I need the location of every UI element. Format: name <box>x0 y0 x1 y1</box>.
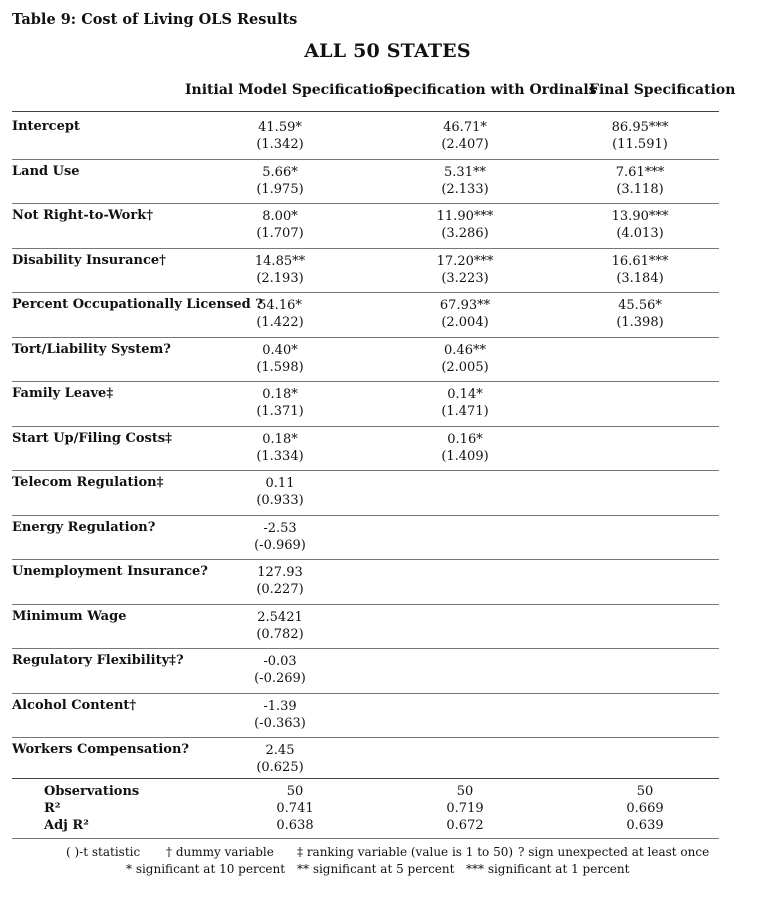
row-label: Intercept <box>12 119 80 134</box>
coefficient: 0.46** <box>444 342 486 358</box>
coefficient: 2.45 <box>265 743 295 758</box>
coefficient: 14.85** <box>254 253 306 269</box>
row-label: Regulatory Flexibility‡? <box>12 653 184 668</box>
stat-value: 0.669 <box>626 801 664 816</box>
footnote-unexpected: ? sign unexpected at least once <box>518 845 710 859</box>
row-label: Telecom Regulation‡ <box>12 475 164 490</box>
coefficient: 86.95*** <box>611 120 669 135</box>
table-caption: Table 9: Cost of Living OLS Results <box>12 11 298 28</box>
table-subtitle: ALL 50 STATES <box>304 40 471 62</box>
t-statistic: (-0.269) <box>254 671 306 686</box>
row-label: Unemployment Insurance? <box>12 564 208 579</box>
t-statistic: (1.598) <box>256 359 304 375</box>
table-cell <box>220 475 340 509</box>
t-statistic: (1.471) <box>441 404 489 419</box>
coefficient: 67.93** <box>439 298 491 313</box>
row-label: Tort/Liability System? <box>12 341 171 357</box>
row-divider <box>12 470 719 471</box>
table-cell <box>405 386 525 420</box>
t-statistic: (1.422) <box>256 315 304 330</box>
coefficient: -1.39 <box>263 698 297 714</box>
table-cell <box>220 742 340 776</box>
stats-column-initial <box>235 783 355 834</box>
row-divider <box>12 426 719 427</box>
coefficient: -2.53 <box>263 520 297 536</box>
t-statistic: (3.286) <box>441 226 489 241</box>
stat-value: 0.638 <box>276 818 314 833</box>
t-statistic: (-0.363) <box>254 715 306 731</box>
table-cell <box>220 609 340 643</box>
coefficient: 127.93 <box>257 565 303 580</box>
row-divider <box>12 381 719 382</box>
coefficient: 0.11 <box>265 476 295 491</box>
footnote-sig10: * significant at 10 percent <box>126 862 286 876</box>
t-statistic: (2.005) <box>441 359 489 375</box>
table-cell <box>220 253 340 287</box>
table-cell <box>405 164 525 198</box>
table-cell <box>405 431 525 465</box>
coefficient: 5.31** <box>444 164 486 180</box>
coefficient: 11.90*** <box>436 209 494 224</box>
t-statistic: (3.118) <box>616 181 664 197</box>
t-statistic: (1.371) <box>256 404 304 419</box>
t-statistic: (0.933) <box>256 493 304 508</box>
stat-value: 0.741 <box>276 801 314 816</box>
coefficient: 7.61*** <box>615 164 665 180</box>
coefficient: 17.20*** <box>436 253 494 269</box>
row-divider <box>12 248 719 249</box>
coefficient: 0.14* <box>447 387 483 402</box>
footnote-ranking: ‡ ranking variable (value is 1 to 50) <box>297 845 514 859</box>
row-divider <box>12 337 719 338</box>
row-divider <box>12 515 719 516</box>
t-statistic: (4.013) <box>616 226 664 241</box>
stat-value: 0.639 <box>626 818 664 833</box>
coefficient: 46.71* <box>443 120 487 135</box>
table-cell <box>405 342 525 376</box>
stats-column-final <box>585 783 705 834</box>
header-rule <box>12 111 719 112</box>
stats-rule <box>12 778 719 779</box>
t-statistic: (1.334) <box>256 448 304 464</box>
table-cell <box>405 297 525 331</box>
row-label: Alcohol Content† <box>12 697 137 713</box>
stat-value: 50 <box>636 784 654 799</box>
table-cell <box>405 119 525 153</box>
table-cell <box>220 342 340 376</box>
table-cell <box>220 520 340 554</box>
stats-labels <box>44 783 139 834</box>
row-label: Not Right-to-Work† <box>12 208 153 223</box>
table-cell <box>580 164 700 198</box>
footnote-tstat: ( )-t statistic <box>66 845 141 859</box>
column-header-initial: Initial Model Specification <box>185 82 394 98</box>
t-statistic: (3.223) <box>441 270 489 286</box>
row-divider <box>12 693 719 694</box>
t-statistic: (1.398) <box>616 315 664 330</box>
coefficient: -0.03 <box>263 654 297 669</box>
table-cell <box>580 208 700 242</box>
t-statistic: (1.975) <box>256 181 304 197</box>
row-divider <box>12 737 719 738</box>
table-cell <box>580 297 700 331</box>
t-statistic: (1.342) <box>256 137 304 152</box>
t-statistic: (0.625) <box>256 760 304 775</box>
t-statistic: (11.591) <box>612 137 668 152</box>
table-cell <box>220 119 340 153</box>
row-divider <box>12 648 719 649</box>
coefficient: 0.18* <box>262 387 298 402</box>
stat-label-observations: Observations <box>44 784 140 799</box>
column-header-final: Final Specification <box>589 82 736 98</box>
row-label: Start Up/Filing Costs‡ <box>12 430 172 446</box>
coefficient: 45.56* <box>618 298 662 313</box>
t-statistic: (1.409) <box>441 448 489 464</box>
stat-value: 0.672 <box>446 818 484 833</box>
t-statistic: (2.004) <box>441 315 489 330</box>
table-cell <box>405 253 525 287</box>
column-header-ordinals: Specification with Ordinals <box>384 82 597 98</box>
coefficient: 5.66* <box>262 164 298 180</box>
coefficient: 0.16* <box>447 431 483 447</box>
row-divider <box>12 604 719 605</box>
row-label: Land Use <box>12 163 80 179</box>
table-cell <box>220 653 340 687</box>
t-statistic: (1.707) <box>256 226 304 241</box>
row-label: Percent Occupationally Licensed ? <box>12 297 263 312</box>
row-label: Disability Insurance† <box>12 252 166 268</box>
table-cell <box>220 564 340 598</box>
table-cell <box>220 208 340 242</box>
row-label: Workers Compensation? <box>12 742 190 757</box>
stat-value: 50 <box>456 784 474 799</box>
coefficient: 2.5421 <box>257 609 303 625</box>
coefficient: 0.40* <box>262 342 298 358</box>
t-statistic: (0.782) <box>256 626 304 642</box>
row-label: Energy Regulation? <box>12 519 156 535</box>
table-cell <box>220 297 340 331</box>
footnote-dummy: † dummy variable <box>166 845 274 859</box>
stats-column-ordinals <box>405 783 525 834</box>
stat-label-r2: R² <box>44 801 61 816</box>
coefficient: 8.00* <box>262 209 298 224</box>
coefficient: 16.61*** <box>611 253 669 269</box>
coefficient: 13.90*** <box>611 209 669 224</box>
stat-value: 0.719 <box>446 801 484 816</box>
row-label: Family Leave‡ <box>12 386 114 401</box>
table-cell <box>220 431 340 465</box>
stat-value: 50 <box>286 784 304 799</box>
table-cell <box>220 386 340 420</box>
coefficient: 0.18* <box>262 431 298 447</box>
stat-label-adj-r2: Adj R² <box>44 818 89 833</box>
row-divider <box>12 559 719 560</box>
coefficient: 41.59* <box>258 120 302 135</box>
footnote-sig5: ** significant at 5 percent <box>297 862 455 876</box>
t-statistic: (2.133) <box>441 181 489 197</box>
row-divider <box>12 203 719 204</box>
t-statistic: (3.184) <box>616 270 664 286</box>
table-cell <box>405 208 525 242</box>
t-statistic: (-0.969) <box>254 537 306 553</box>
t-statistic: (0.227) <box>256 582 304 597</box>
row-divider <box>12 292 719 293</box>
row-label: Minimum Wage <box>12 608 127 624</box>
table-cell <box>580 253 700 287</box>
table-cell <box>580 119 700 153</box>
table-cell <box>220 698 340 732</box>
footnote-sig1: *** significant at 1 percent <box>466 862 630 876</box>
row-divider <box>12 159 719 160</box>
table-cell <box>220 164 340 198</box>
footnote-rule <box>12 838 719 839</box>
t-statistic: (2.193) <box>256 270 304 286</box>
t-statistic: (2.407) <box>441 137 489 152</box>
coefficient: 54.16* <box>258 298 302 313</box>
